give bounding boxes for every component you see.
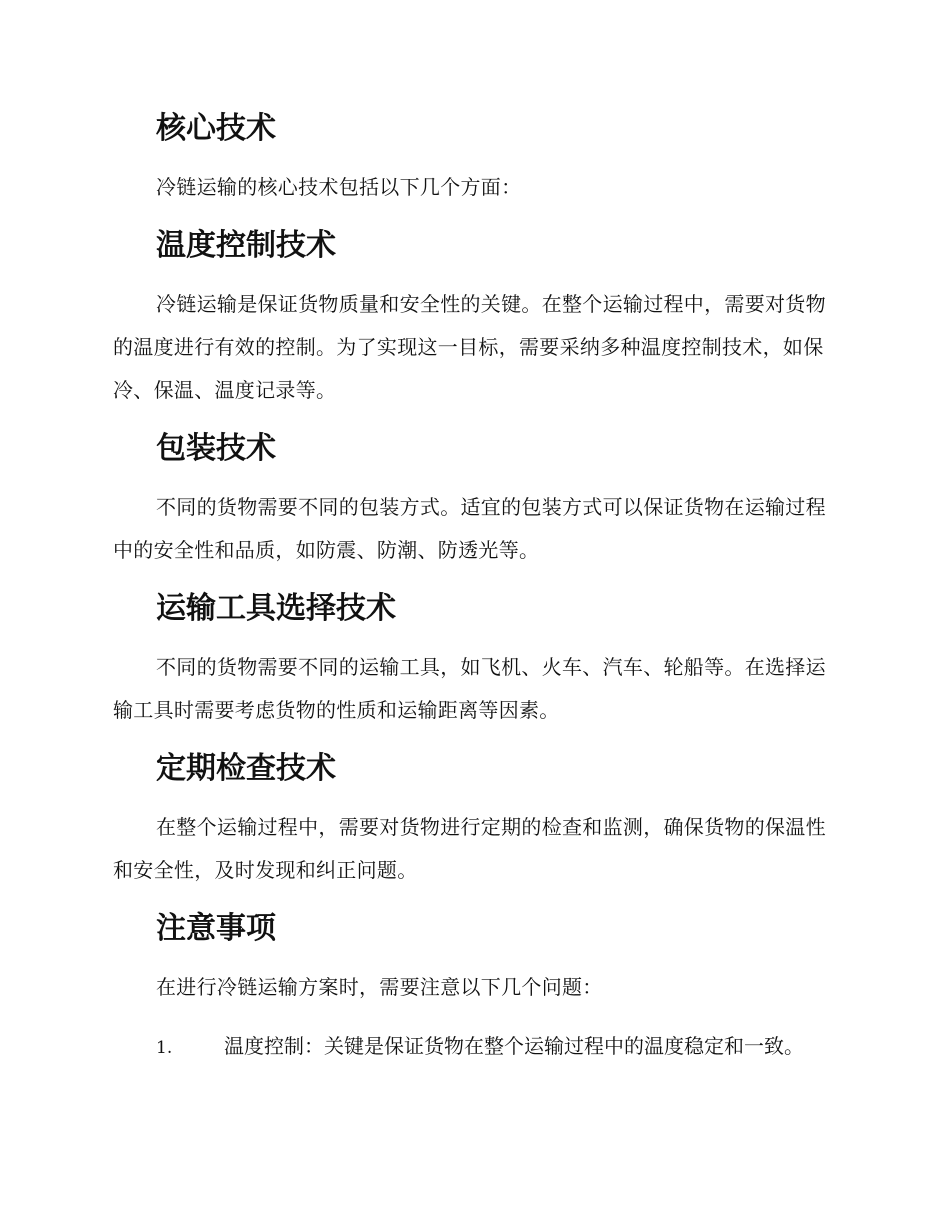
core-intro: 冷链运输的核心技术包括以下几个方面： — [156, 175, 522, 199]
section-heading-core: 核心技术 — [156, 111, 276, 146]
section-heading-temperature: 温度控制技术 — [156, 228, 336, 263]
section-heading-packaging: 包装技术 — [156, 431, 276, 466]
list-item-text: 温度控制：关键是保证货物在整个运输过程中的温度稳定和一致。 — [224, 1034, 804, 1058]
section-heading-notes: 注意事项 — [156, 911, 276, 946]
list-number: 1. — [156, 1038, 173, 1058]
transport-tools-paragraph: 不同的货物需要不同的运输工具，如飞机、火车、汽车、轮船等。在选择运输工具时需要考虑货物的性质和运输距离等因素。 — [113, 655, 826, 722]
section-heading-transport-tools: 运输工具选择技术 — [156, 591, 396, 626]
temperature-paragraph: 冷链运输是保证货物质量和安全性的关键。在整个运输过程中，需要对货物的温度进行有效的控制。为了实现这一目标，需要采纳多种温度控制技术，如保冷、保温、温度记录等。 — [113, 292, 826, 402]
inspection-paragraph: 在整个运输过程中，需要对货物进行定期的检查和监测，确保货物的保温性和安全性，及时发现和纠正问题。 — [113, 815, 826, 882]
list-item — [113, 1025, 835, 1070]
notes-intro: 在进行冷链运输方案时，需要注意以下几个问题： — [156, 975, 603, 999]
section-heading-inspection: 定期检查技术 — [156, 751, 336, 786]
document-page — [113, 108, 835, 1070]
packaging-paragraph: 不同的货物需要不同的包装方式。适宜的包装方式可以保证货物在运输过程中的安全性和品质，如防震、防潮、防透光等。 — [113, 495, 826, 562]
